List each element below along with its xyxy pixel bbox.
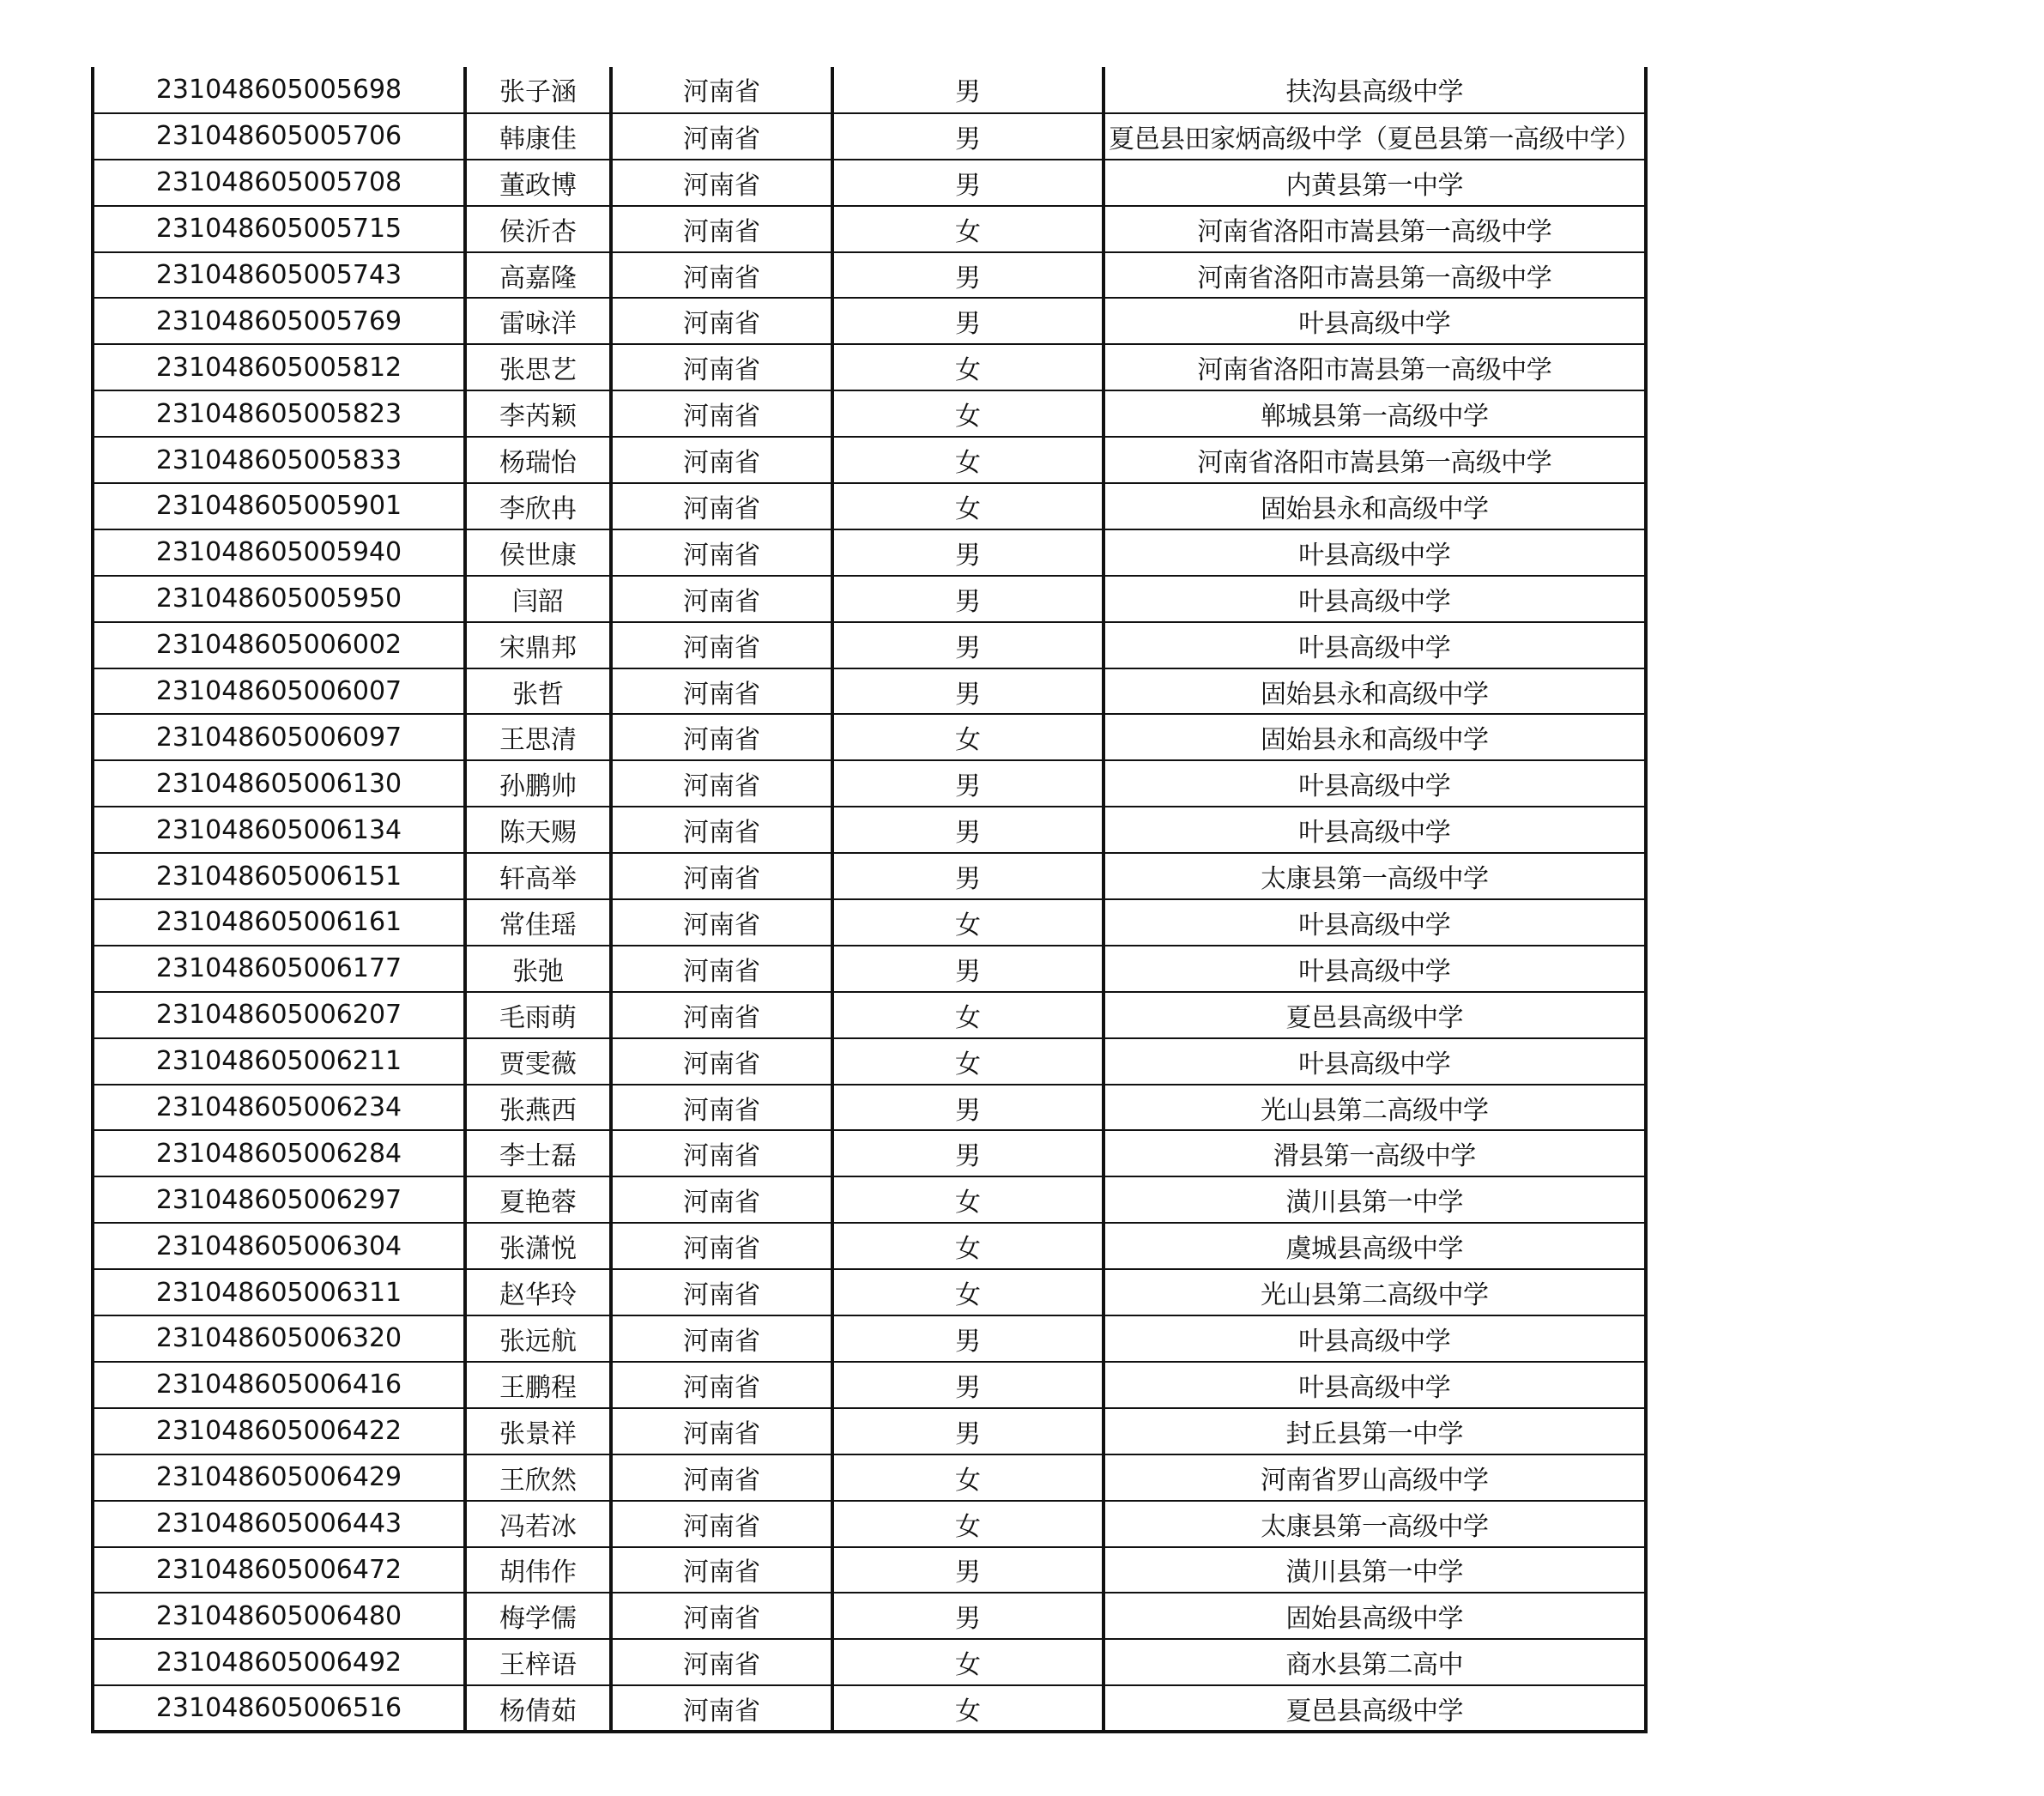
table-row xyxy=(93,622,1646,668)
name-cell: 毛雨萌 xyxy=(465,992,611,1038)
province-cell: 河南省 xyxy=(611,1038,832,1085)
candidate-id-cell: 231048605006234 xyxy=(93,1085,465,1131)
gender-cell: 男 xyxy=(832,622,1104,668)
school-cell: 太康县第一高级中学 xyxy=(1104,853,1646,899)
name-cell: 杨瑞怡 xyxy=(465,437,611,483)
province-cell: 河南省 xyxy=(611,1685,832,1732)
table-row xyxy=(93,1176,1646,1223)
gender-cell: 男 xyxy=(832,760,1104,807)
name-cell: 冯若冰 xyxy=(465,1501,611,1547)
table-row xyxy=(93,483,1646,529)
school-cell: 叶县高级中学 xyxy=(1104,1315,1646,1362)
province-cell: 河南省 xyxy=(611,160,832,206)
gender-cell: 男 xyxy=(832,946,1104,992)
table-row xyxy=(93,298,1646,344)
table-row xyxy=(93,1315,1646,1362)
table-row xyxy=(93,160,1646,206)
name-cell: 孙鹏帅 xyxy=(465,760,611,807)
school-cell: 滑县第一高级中学 xyxy=(1104,1130,1646,1176)
candidate-id-cell: 231048605006007 xyxy=(93,668,465,715)
table-row xyxy=(93,899,1646,946)
gender-cell: 女 xyxy=(832,390,1104,437)
name-cell: 张弛 xyxy=(465,946,611,992)
name-cell: 闫韶 xyxy=(465,576,611,622)
name-cell: 雷咏洋 xyxy=(465,298,611,344)
school-cell: 叶县高级中学 xyxy=(1104,298,1646,344)
province-cell: 河南省 xyxy=(611,206,832,252)
name-cell: 梅学儒 xyxy=(465,1593,611,1639)
table-row xyxy=(93,1547,1646,1593)
name-cell: 王思清 xyxy=(465,714,611,760)
table-row xyxy=(93,344,1646,390)
province-cell: 河南省 xyxy=(611,1176,832,1223)
gender-cell: 男 xyxy=(832,160,1104,206)
school-cell: 叶县高级中学 xyxy=(1104,946,1646,992)
province-cell: 河南省 xyxy=(611,344,832,390)
gender-cell: 女 xyxy=(832,1038,1104,1085)
gender-cell: 女 xyxy=(832,1639,1104,1685)
name-cell: 胡伟作 xyxy=(465,1547,611,1593)
school-cell: 夏邑县田家炳高级中学（夏邑县第一高级中学） xyxy=(1104,113,1646,160)
province-cell: 河南省 xyxy=(611,437,832,483)
table-row xyxy=(93,946,1646,992)
school-cell: 虞城县高级中学 xyxy=(1104,1223,1646,1269)
province-cell: 河南省 xyxy=(611,807,832,853)
table-row xyxy=(93,576,1646,622)
school-cell: 固始县永和高级中学 xyxy=(1104,668,1646,715)
table-row xyxy=(93,668,1646,715)
table-row xyxy=(93,437,1646,483)
province-cell: 河南省 xyxy=(611,1547,832,1593)
table-row xyxy=(93,1362,1646,1408)
candidate-id-cell: 231048605006177 xyxy=(93,946,465,992)
gender-cell: 男 xyxy=(832,252,1104,299)
candidate-id-cell: 231048605005812 xyxy=(93,344,465,390)
province-cell: 河南省 xyxy=(611,529,832,576)
name-cell: 夏艳蓉 xyxy=(465,1176,611,1223)
province-cell: 河南省 xyxy=(611,252,832,299)
name-cell: 贾雯薇 xyxy=(465,1038,611,1085)
school-cell: 潢川县第一中学 xyxy=(1104,1547,1646,1593)
school-cell: 叶县高级中学 xyxy=(1104,1362,1646,1408)
name-cell: 李欣冉 xyxy=(465,483,611,529)
province-cell: 河南省 xyxy=(611,483,832,529)
gender-cell: 女 xyxy=(832,899,1104,946)
gender-cell: 男 xyxy=(832,807,1104,853)
gender-cell: 男 xyxy=(832,1130,1104,1176)
student-table xyxy=(91,67,1648,1733)
gender-cell: 女 xyxy=(832,1501,1104,1547)
name-cell: 轩高举 xyxy=(465,853,611,899)
gender-cell: 男 xyxy=(832,67,1104,113)
province-cell: 河南省 xyxy=(611,1501,832,1547)
name-cell: 李芮颖 xyxy=(465,390,611,437)
table-row xyxy=(93,1223,1646,1269)
candidate-id-cell: 231048605005708 xyxy=(93,160,465,206)
name-cell: 张思艺 xyxy=(465,344,611,390)
gender-cell: 女 xyxy=(832,483,1104,529)
candidate-id-cell: 231048605005706 xyxy=(93,113,465,160)
candidate-id-cell: 231048605006284 xyxy=(93,1130,465,1176)
table-row xyxy=(93,390,1646,437)
name-cell: 张哲 xyxy=(465,668,611,715)
province-cell: 河南省 xyxy=(611,298,832,344)
candidate-id-cell: 231048605005833 xyxy=(93,437,465,483)
table-body xyxy=(93,67,1646,1732)
table-row xyxy=(93,1085,1646,1131)
name-cell: 杨倩茹 xyxy=(465,1685,611,1732)
candidate-id-cell: 231048605006416 xyxy=(93,1362,465,1408)
school-cell: 叶县高级中学 xyxy=(1104,622,1646,668)
school-cell: 叶县高级中学 xyxy=(1104,899,1646,946)
school-cell: 叶县高级中学 xyxy=(1104,576,1646,622)
gender-cell: 女 xyxy=(832,344,1104,390)
candidate-id-cell: 231048605005901 xyxy=(93,483,465,529)
table-row xyxy=(93,992,1646,1038)
candidate-id-cell: 231048605006516 xyxy=(93,1685,465,1732)
candidate-id-cell: 231048605005715 xyxy=(93,206,465,252)
gender-cell: 男 xyxy=(832,1315,1104,1362)
gender-cell: 女 xyxy=(832,1685,1104,1732)
candidate-id-cell: 231048605006320 xyxy=(93,1315,465,1362)
gender-cell: 女 xyxy=(832,437,1104,483)
candidate-id-cell: 231048605005743 xyxy=(93,252,465,299)
province-cell: 河南省 xyxy=(611,67,832,113)
table-row xyxy=(93,1593,1646,1639)
name-cell: 董政博 xyxy=(465,160,611,206)
school-cell: 潢川县第一中学 xyxy=(1104,1176,1646,1223)
table-row xyxy=(93,714,1646,760)
table-row xyxy=(93,1454,1646,1501)
school-cell: 固始县永和高级中学 xyxy=(1104,714,1646,760)
name-cell: 张潇悦 xyxy=(465,1223,611,1269)
gender-cell: 女 xyxy=(832,1454,1104,1501)
candidate-id-cell: 231048605006422 xyxy=(93,1408,465,1454)
table-row xyxy=(93,1639,1646,1685)
province-cell: 河南省 xyxy=(611,1269,832,1315)
school-cell: 内黄县第一中学 xyxy=(1104,160,1646,206)
school-cell: 河南省洛阳市嵩县第一高级中学 xyxy=(1104,252,1646,299)
province-cell: 河南省 xyxy=(611,1593,832,1639)
candidate-id-cell: 231048605006492 xyxy=(93,1639,465,1685)
table-row xyxy=(93,807,1646,853)
school-cell: 河南省洛阳市嵩县第一高级中学 xyxy=(1104,437,1646,483)
table-row xyxy=(93,1130,1646,1176)
candidate-id-cell: 231048605006311 xyxy=(93,1269,465,1315)
name-cell: 常佳瑶 xyxy=(465,899,611,946)
student-table-container xyxy=(91,67,1648,1733)
table-row xyxy=(93,529,1646,576)
table-row xyxy=(93,1501,1646,1547)
candidate-id-cell: 231048605006297 xyxy=(93,1176,465,1223)
gender-cell: 女 xyxy=(832,206,1104,252)
province-cell: 河南省 xyxy=(611,992,832,1038)
table-row xyxy=(93,113,1646,160)
table-row xyxy=(93,1408,1646,1454)
province-cell: 河南省 xyxy=(611,622,832,668)
name-cell: 陈天赐 xyxy=(465,807,611,853)
name-cell: 侯世康 xyxy=(465,529,611,576)
province-cell: 河南省 xyxy=(611,714,832,760)
table-row xyxy=(93,67,1646,113)
table-row xyxy=(93,206,1646,252)
province-cell: 河南省 xyxy=(611,1085,832,1131)
candidate-id-cell: 231048605005698 xyxy=(93,67,465,113)
candidate-id-cell: 231048605006130 xyxy=(93,760,465,807)
table-row xyxy=(93,760,1646,807)
name-cell: 侯沂杏 xyxy=(465,206,611,252)
gender-cell: 女 xyxy=(832,1269,1104,1315)
gender-cell: 男 xyxy=(832,1085,1104,1131)
gender-cell: 男 xyxy=(832,529,1104,576)
province-cell: 河南省 xyxy=(611,1315,832,1362)
school-cell: 叶县高级中学 xyxy=(1104,1038,1646,1085)
name-cell: 张远航 xyxy=(465,1315,611,1362)
school-cell: 太康县第一高级中学 xyxy=(1104,1501,1646,1547)
gender-cell: 男 xyxy=(832,853,1104,899)
name-cell: 王梓语 xyxy=(465,1639,611,1685)
candidate-id-cell: 231048605006472 xyxy=(93,1547,465,1593)
table-row xyxy=(93,853,1646,899)
school-cell: 叶县高级中学 xyxy=(1104,807,1646,853)
province-cell: 河南省 xyxy=(611,390,832,437)
school-cell: 夏邑县高级中学 xyxy=(1104,1685,1646,1732)
name-cell: 韩康佳 xyxy=(465,113,611,160)
school-cell: 河南省洛阳市嵩县第一高级中学 xyxy=(1104,206,1646,252)
candidate-id-cell: 231048605006134 xyxy=(93,807,465,853)
gender-cell: 男 xyxy=(832,1547,1104,1593)
table-row xyxy=(93,1269,1646,1315)
school-cell: 郸城县第一高级中学 xyxy=(1104,390,1646,437)
gender-cell: 女 xyxy=(832,992,1104,1038)
candidate-id-cell: 231048605006443 xyxy=(93,1501,465,1547)
province-cell: 河南省 xyxy=(611,760,832,807)
school-cell: 扶沟县高级中学 xyxy=(1104,67,1646,113)
province-cell: 河南省 xyxy=(611,946,832,992)
school-cell: 河南省罗山高级中学 xyxy=(1104,1454,1646,1501)
school-cell: 光山县第二高级中学 xyxy=(1104,1269,1646,1315)
school-cell: 夏邑县高级中学 xyxy=(1104,992,1646,1038)
candidate-id-cell: 231048605006304 xyxy=(93,1223,465,1269)
school-cell: 封丘县第一中学 xyxy=(1104,1408,1646,1454)
candidate-id-cell: 231048605006151 xyxy=(93,853,465,899)
province-cell: 河南省 xyxy=(611,576,832,622)
gender-cell: 男 xyxy=(832,1362,1104,1408)
candidate-id-cell: 231048605006161 xyxy=(93,899,465,946)
candidate-id-cell: 231048605006480 xyxy=(93,1593,465,1639)
province-cell: 河南省 xyxy=(611,1639,832,1685)
candidate-id-cell: 231048605006002 xyxy=(93,622,465,668)
candidate-id-cell: 231048605006207 xyxy=(93,992,465,1038)
gender-cell: 男 xyxy=(832,113,1104,160)
candidate-id-cell: 231048605005940 xyxy=(93,529,465,576)
province-cell: 河南省 xyxy=(611,1223,832,1269)
gender-cell: 男 xyxy=(832,668,1104,715)
province-cell: 河南省 xyxy=(611,1130,832,1176)
name-cell: 张子涵 xyxy=(465,67,611,113)
school-cell: 叶县高级中学 xyxy=(1104,529,1646,576)
school-cell: 固始县永和高级中学 xyxy=(1104,483,1646,529)
candidate-id-cell: 231048605005823 xyxy=(93,390,465,437)
gender-cell: 男 xyxy=(832,298,1104,344)
table-row xyxy=(93,1685,1646,1732)
candidate-id-cell: 231048605006097 xyxy=(93,714,465,760)
gender-cell: 女 xyxy=(832,714,1104,760)
province-cell: 河南省 xyxy=(611,1454,832,1501)
name-cell: 宋鼎邦 xyxy=(465,622,611,668)
school-cell: 河南省洛阳市嵩县第一高级中学 xyxy=(1104,344,1646,390)
province-cell: 河南省 xyxy=(611,1408,832,1454)
province-cell: 河南省 xyxy=(611,853,832,899)
gender-cell: 男 xyxy=(832,576,1104,622)
name-cell: 王鹏程 xyxy=(465,1362,611,1408)
candidate-id-cell: 231048605005950 xyxy=(93,576,465,622)
name-cell: 王欣然 xyxy=(465,1454,611,1501)
candidate-id-cell: 231048605006429 xyxy=(93,1454,465,1501)
province-cell: 河南省 xyxy=(611,113,832,160)
name-cell: 李士磊 xyxy=(465,1130,611,1176)
name-cell: 张燕西 xyxy=(465,1085,611,1131)
table-row xyxy=(93,252,1646,299)
candidate-id-cell: 231048605005769 xyxy=(93,298,465,344)
name-cell: 张景祥 xyxy=(465,1408,611,1454)
school-cell: 光山县第二高级中学 xyxy=(1104,1085,1646,1131)
province-cell: 河南省 xyxy=(611,899,832,946)
province-cell: 河南省 xyxy=(611,668,832,715)
name-cell: 高嘉隆 xyxy=(465,252,611,299)
school-cell: 商水县第二高中 xyxy=(1104,1639,1646,1685)
gender-cell: 女 xyxy=(832,1176,1104,1223)
school-cell: 叶县高级中学 xyxy=(1104,760,1646,807)
name-cell: 赵华玲 xyxy=(465,1269,611,1315)
gender-cell: 男 xyxy=(832,1408,1104,1454)
table-row xyxy=(93,1038,1646,1085)
province-cell: 河南省 xyxy=(611,1362,832,1408)
gender-cell: 男 xyxy=(832,1593,1104,1639)
candidate-id-cell: 231048605006211 xyxy=(93,1038,465,1085)
gender-cell: 女 xyxy=(832,1223,1104,1269)
school-cell: 固始县高级中学 xyxy=(1104,1593,1646,1639)
